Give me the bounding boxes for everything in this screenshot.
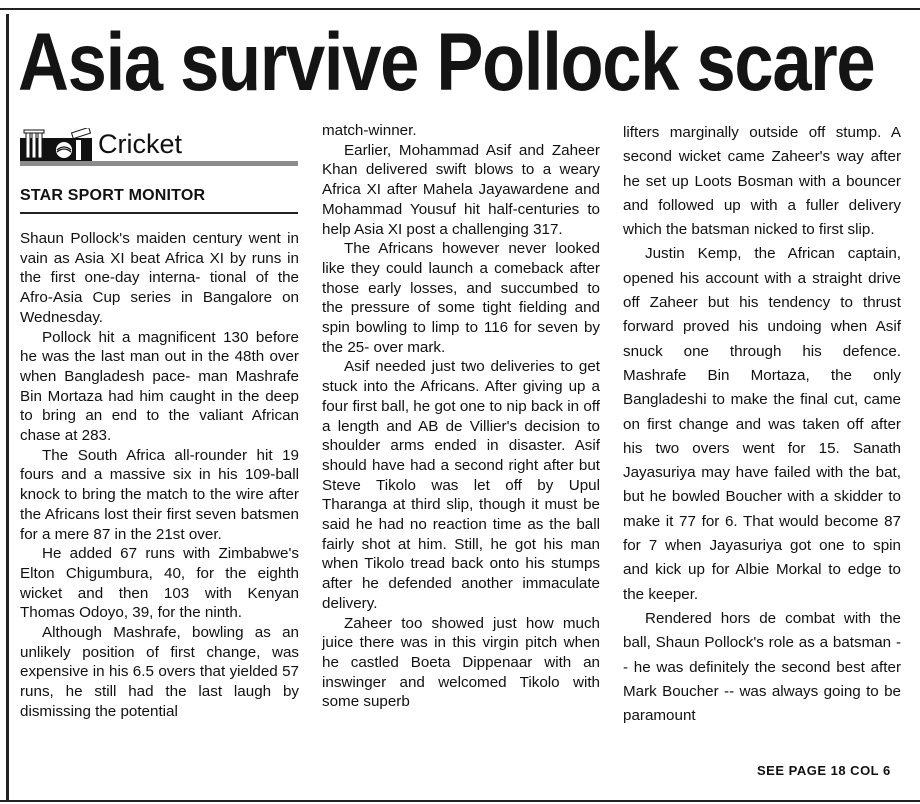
section-header bbox=[20, 124, 298, 166]
continued-on-page: SEE PAGE 18 COL 6 bbox=[757, 763, 891, 778]
section-label: Cricket bbox=[98, 129, 183, 159]
paragraph: match-winner. bbox=[322, 122, 417, 139]
byline: STAR SPORT MONITOR bbox=[20, 187, 206, 204]
paragraph: Although Mashrafe, bowling as an unlikely position of first change, was expensive in his 6.5 overs that yielded 57 runs, he still had the last laugh by dismissing the potential bbox=[20, 624, 299, 720]
paragraph: Pollock hit a magnificent 130 before he was the last man out in the 48th over when Bangladesh pace- man Mashrafe Bin Mortaza had him caught in the deep to bring an end to the valiant African chase at 283. bbox=[20, 328, 299, 445]
article-column-3 bbox=[623, 121, 901, 728]
paragraph: Zaheer too showed just how much juice there was in this virgin pitch when he castled Boeta Dippenaar with an inswinger and welcomed Tikolo with some superb bbox=[322, 614, 600, 711]
cricket-icon bbox=[20, 128, 92, 162]
bottom-rule bbox=[0, 800, 920, 802]
section-bar bbox=[20, 161, 298, 166]
article-column-1 bbox=[20, 229, 299, 722]
paragraph: Asif needed just two deliveries to get stuck into the Africans. After giving up a four first ball, he got one to nip back in off a length and AB de Villier's decision to shoulder arms ended in disaster. Asif should have had a second right after but Steve Tikolo was let off by Upul Tharanga at third slip, though it must be said he had no reaction time as the ball fairly shot at him. Still, he got his man when Tikolo tread back onto his stumps after he defended another immaculate delivery. bbox=[322, 358, 600, 612]
paragraph: Justin Kemp, the African captain, opened his account with a straight drive off Zaheer but his tendency to thrust forward proved his undoing when Asif snuck one through his defence. Mashrafe Bin Mortaza, the only Bangladeshi to make the final cut, came on first change and was taken off after his two overs went for 15. Sanath Jayasuriya may have failed with the bat, but he bowled Boucher with a skidder to make it 77 for 6. That would become 87 for 7 when Jayasuriya got one to spin and kick up for Albie Morkal to edge to the keeper. bbox=[623, 245, 901, 603]
paragraph: He added 67 runs with Zimbabwe's Elton Chigumbura, 40, for the eighth wicket and then 103 with Kenyan Thomas Odoyo, 39, for the ninth. bbox=[20, 545, 299, 622]
paragraph: Rendered hors de combat with the ball, Shaun Pollock's role as a batsman -- he was definitely the second best after Mark Boucher -- was always going to be paramount bbox=[623, 609, 901, 725]
paragraph: The Africans however never looked like they could launch a comeback after those early losses, and succumbed to the pressure of some tight fielding and spin bowling to limp to 116 for seven by the 25- over mark. bbox=[322, 240, 600, 356]
byline-rule bbox=[20, 212, 298, 214]
paragraph: Shaun Pollock's maiden century went in vain as Asia XI beat Africa XI by runs in the first one-day interna- tional of the Afro-Asia Cup series in Bangalore on Wednesday. bbox=[20, 230, 299, 326]
paragraph: Earlier, Mohammad Asif and Zaheer Khan delivered swift blows to a weary Africa XI after Mahela Jayawardene and Mohammad Yousuf hit half-centuries to help Asia XI post a challenging 317. bbox=[322, 141, 600, 238]
top-rule bbox=[0, 8, 920, 10]
article-column-2 bbox=[322, 121, 600, 712]
left-rule bbox=[6, 14, 9, 800]
paragraph: The South Africa all-rounder hit 19 fours and a massive six in his 109-ball knock to bring the match to the wire after the Africans lost their first seven batsmen for a mere 87 in the 21st over. bbox=[20, 446, 299, 543]
paragraph: lifters marginally outside off stump. A second wicket came Zaheer's way after he set up Loots Bosman with a bouncer and followed up with a fuller delivery which the batsman nicked to first slip. bbox=[623, 124, 901, 239]
headline: Asia survive Pollock scare bbox=[18, 17, 875, 108]
